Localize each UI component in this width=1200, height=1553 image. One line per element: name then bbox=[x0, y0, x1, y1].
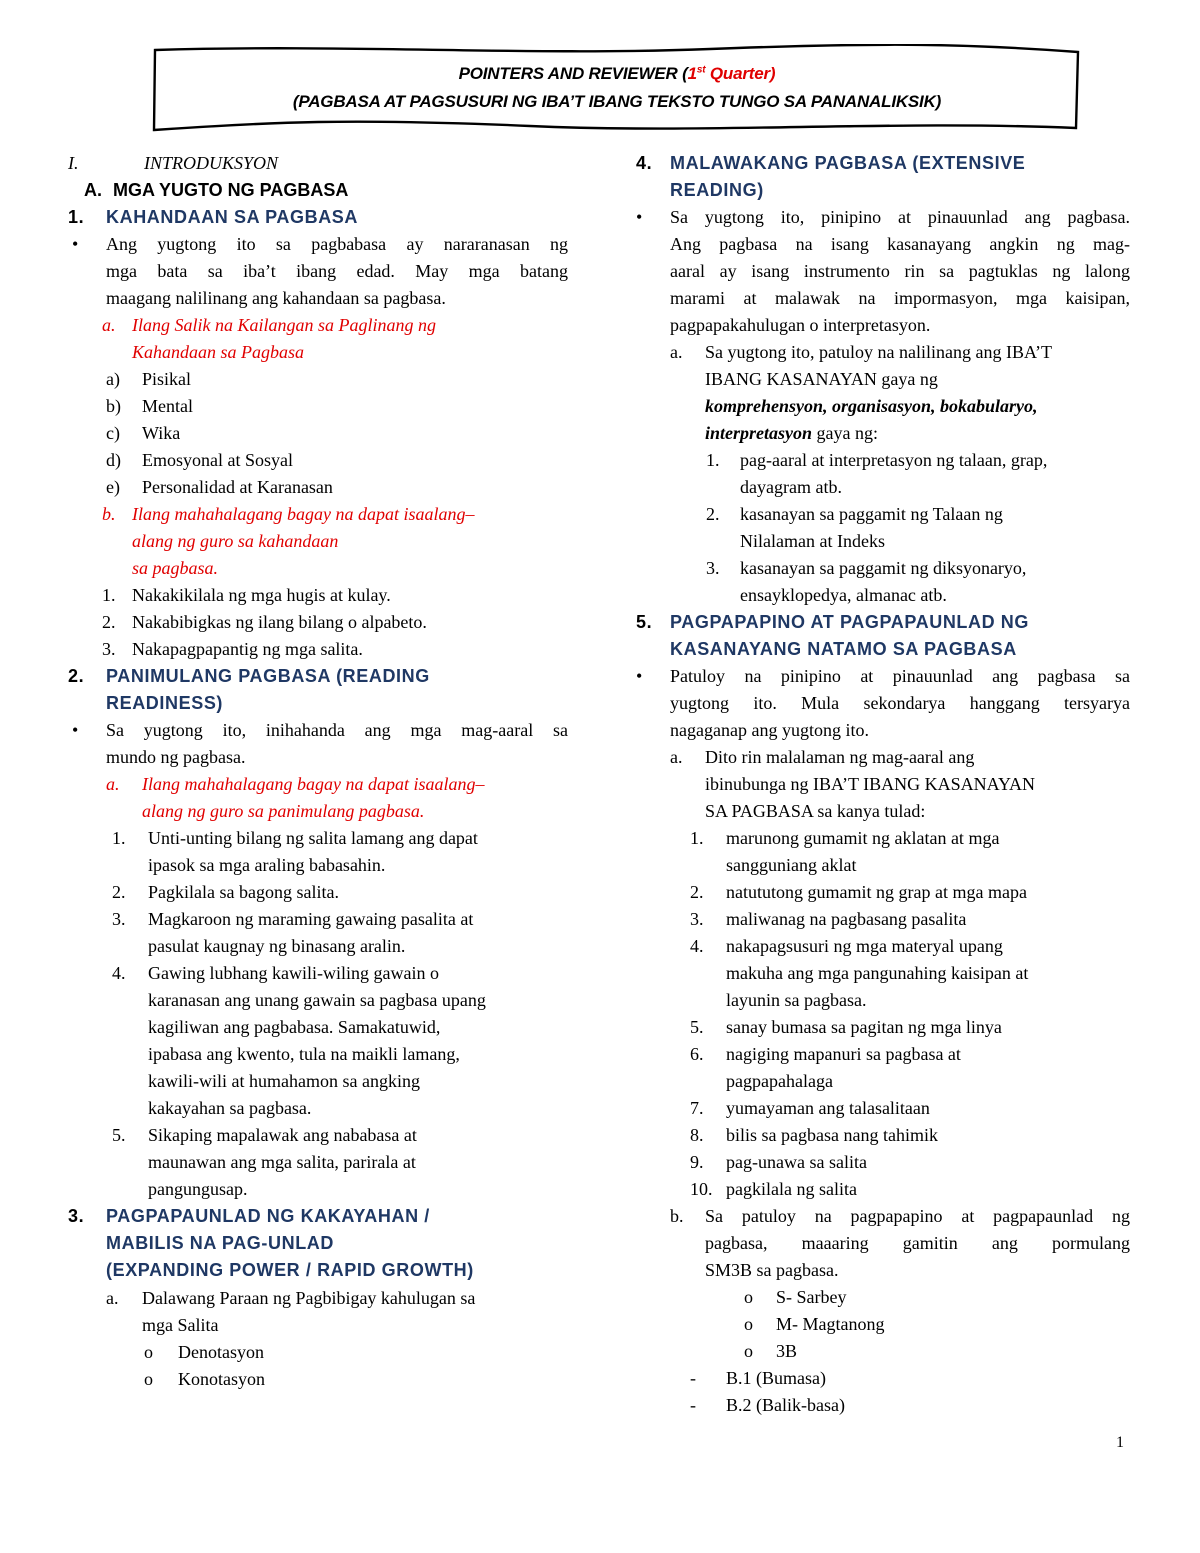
list-marker: b) bbox=[106, 396, 121, 416]
list-marker: o bbox=[144, 1369, 153, 1389]
outcomes-list bbox=[630, 825, 1130, 1203]
list-item-text: Nakabibigkas ng ilang bilang o alpabeto. bbox=[132, 612, 427, 632]
outcome-item-10 bbox=[630, 1176, 1130, 1203]
list-marker: - bbox=[690, 1395, 696, 1415]
list-marker: 6. bbox=[690, 1044, 704, 1064]
list-item-text: pag-unawa sa salita bbox=[726, 1152, 867, 1172]
bullet-icon: • bbox=[72, 720, 79, 740]
factors-list bbox=[68, 366, 568, 501]
list-item-text: nakapagsusuri ng mga materyal upang bbox=[726, 936, 1003, 956]
list-marker: e) bbox=[106, 477, 120, 497]
list-item-text: Pagkilala sa bagong salita. bbox=[148, 882, 339, 902]
teacher-considerations-heading: b. Ilang mahahalagang bagay na dapat isaalang– alang ng guro sa kahandaan sa pagbasa. bbox=[102, 504, 475, 578]
list-item-text: karanasan ang unang gawain sa pagbasa upang bbox=[148, 990, 486, 1010]
list-item-text: kasanayan sa paggamit ng diksyonaryo, bbox=[740, 558, 1027, 578]
bullet-icon: • bbox=[636, 207, 643, 227]
list-item-text: sanay bumasa sa pagitan ng mga linya bbox=[726, 1017, 1002, 1037]
meaning-item-2 bbox=[68, 1366, 568, 1393]
list-item-text: Denotasyon bbox=[178, 1342, 264, 1362]
extensive-skill-item-1 bbox=[630, 447, 1130, 501]
list-item-text: pasulat kaugnay ng binasang aralin. bbox=[148, 936, 406, 956]
outcome-item-8 bbox=[630, 1122, 1130, 1149]
list-item-text: 3B bbox=[776, 1341, 798, 1361]
sm3b-item-2 bbox=[630, 1311, 1130, 1338]
outcome-item-5 bbox=[630, 1014, 1130, 1041]
factor-item-5 bbox=[68, 474, 568, 501]
stage-heading-3: 3. PAGPAPAUNLAD NG KAKAYAHAN / MABILIS NA PAG-UNLAD (EXPANDING POWER / RAPID GROWTH) bbox=[68, 1206, 474, 1280]
readiness-skill-item-3 bbox=[68, 636, 568, 663]
sm3b-item-1 bbox=[630, 1284, 1130, 1311]
outcome-item-4 bbox=[630, 933, 1130, 1014]
list-marker: 7. bbox=[690, 1098, 704, 1118]
list-marker: a) bbox=[106, 369, 120, 389]
meanings-list bbox=[68, 1339, 568, 1393]
document-title: POINTERS AND REVIEWER (1st Quarter) bbox=[458, 64, 776, 83]
outcome-item-3 bbox=[630, 906, 1130, 933]
list-item-text: Nakakikilala ng mga hugis at kulay. bbox=[132, 585, 391, 605]
document-subtitle: (PAGBASA AT PAGSUSURI NG IBA’T IBANG TEKSTO TUNGO SA PANANALIKSIK) bbox=[292, 92, 942, 111]
left-column bbox=[68, 150, 568, 1393]
list-item-text: kasanayan sa paggamit ng Talaan ng bbox=[740, 504, 1003, 524]
list-marker: 5. bbox=[690, 1017, 704, 1037]
list-marker: 2. bbox=[706, 504, 720, 524]
list-marker: 5. bbox=[112, 1125, 126, 1145]
stage-heading-1: 1. KAHANDAAN SA PAGBASA bbox=[68, 207, 359, 227]
list-item-text: maliwanag na pagbasang pasalita bbox=[726, 909, 967, 929]
meaning-ways-item: a. Dalawang Paraan ng Pagbibigay kahulugan sa mga Salita bbox=[106, 1288, 476, 1335]
list-marker: 4. bbox=[112, 963, 126, 983]
list-item-text: B.1 (Bumasa) bbox=[726, 1368, 826, 1388]
beginning-reading-item-4 bbox=[68, 960, 568, 1122]
list-marker: o bbox=[144, 1342, 153, 1362]
beginning-reading-item-2 bbox=[68, 879, 568, 906]
bullet-icon: • bbox=[636, 666, 643, 686]
extensive-skill-item-3 bbox=[630, 555, 1130, 609]
outcome-item-7 bbox=[630, 1095, 1130, 1122]
list-item-text: pagkilala ng salita bbox=[726, 1179, 857, 1199]
readiness-skill-item-2 bbox=[68, 609, 568, 636]
right-column bbox=[630, 150, 1130, 1419]
subsection-heading: A. MGA YUGTO NG PAGBASA bbox=[84, 180, 349, 200]
list-marker: 1. bbox=[706, 450, 720, 470]
outcomes-intro-item: a. Dito rin malalaman ng mag-aaral ang ibinubunga ng IBA’T IBANG KASANAYAN SA PAGBASA sa kanya tulad: bbox=[670, 747, 1036, 821]
list-marker: o bbox=[744, 1341, 753, 1361]
list-item-text: makuha ang mga pangunahing kaisipan at bbox=[726, 963, 1029, 983]
factor-item-3 bbox=[68, 420, 568, 447]
list-marker: 3. bbox=[112, 909, 126, 929]
list-item-text: Wika bbox=[142, 423, 181, 443]
list-item-text: maunawan ang mga salita, parirala at bbox=[148, 1152, 416, 1172]
list-item-text: Emosyonal at Sosyal bbox=[142, 450, 293, 470]
list-item-text: kagiliwan ang pagbabasa. Samakatuwid, bbox=[148, 1017, 441, 1037]
sm3b-list bbox=[630, 1284, 1130, 1365]
list-item-text: Nilalaman at Indeks bbox=[740, 531, 885, 551]
outcome-item-2 bbox=[630, 879, 1130, 906]
list-item-text: S- Sarbey bbox=[776, 1287, 847, 1307]
page-number: 1 bbox=[1116, 1434, 1124, 1451]
list-item-text: kawili-wili at humahamon sa angking bbox=[148, 1071, 420, 1091]
list-item-text: ipabasa ang kwento, tula na maikli lamang, bbox=[148, 1044, 460, 1064]
list-item-text: Pisikal bbox=[142, 369, 192, 389]
list-item-text: pangungusap. bbox=[148, 1179, 248, 1199]
factors-heading: a. Ilang Salik na Kailangan sa Paglinang ng Kahandaan sa Pagbasa bbox=[102, 315, 436, 362]
list-marker: 2. bbox=[102, 612, 116, 632]
skills-intro-item: a. Sa yugtong ito, patuloy na nalilinang ang IBA’T IBANG KASANAYAN gaya ng komprehensyon, organisasyon, bokabularyo, interpretasyon gaya ng: bbox=[670, 342, 1052, 443]
factor-item-4 bbox=[68, 447, 568, 474]
stage-heading-4: 4. MALAWAKANG PAGBASA (EXTENSIVE READING) bbox=[636, 153, 1026, 200]
list-item-text: Personalidad at Karanasan bbox=[142, 477, 333, 497]
factor-item-1 bbox=[68, 366, 568, 393]
list-item-text: Mental bbox=[142, 396, 193, 416]
beginning-reading-item-1 bbox=[68, 825, 568, 879]
list-item-text: Nakapagpapantig ng mga salita. bbox=[132, 639, 363, 659]
list-item-text: pag-aaral at interpretasyon ng talaan, grap, bbox=[740, 450, 1048, 470]
list-marker: 1. bbox=[112, 828, 126, 848]
stage-4-bullet: • Sa yugtong ito, pinipino at pinauunlad ang pagbasa. Ang pagbasa na isang kasanayang angkin ng mag- aaral ay isang instrumento rin sa pagtuklas ng lalong marami at malawak na impormasyon, mga kaisipan, pagpapakahulugan o interpretasyon. bbox=[630, 204, 1130, 339]
list-item-text: kakayahan sa pagbasa. bbox=[148, 1098, 312, 1118]
list-item-text: Magkaroon ng maraming gawaing pasalita at bbox=[148, 909, 474, 929]
stage-heading-2: 2. PANIMULANG PAGBASA (READING READINESS) bbox=[68, 666, 430, 713]
list-item-text: marunong gumamit ng aklatan at mga bbox=[726, 828, 1000, 848]
stage-5-bullet: • Patuloy na pinipino at pinauunlad ang pagbasa sa yugtong ito. Mula sekondarya hanggang tersyarya nagaganap ang yugtong ito. bbox=[630, 663, 1130, 744]
list-marker: d) bbox=[106, 450, 121, 470]
list-item-text: Sikaping mapalawak ang nababasa at bbox=[148, 1125, 417, 1145]
sm3b-item-3 bbox=[630, 1338, 1130, 1365]
list-item-text: layunin sa pagbasa. bbox=[726, 990, 867, 1010]
stage-1-bullet: • Ang yugtong ito sa pagbabasa ay nararanasan ng mga bata sa iba’t ibang edad. May mga batang maagang nalilinang ang kahandaan sa pagbasa. bbox=[68, 231, 568, 312]
list-marker: 10. bbox=[690, 1179, 713, 1199]
list-marker: o bbox=[744, 1287, 753, 1307]
list-marker: c) bbox=[106, 423, 120, 443]
readiness-skills-list bbox=[68, 582, 568, 663]
dash-item-2 bbox=[630, 1392, 1130, 1419]
list-item-text: bilis sa pagbasa nang tahimik bbox=[726, 1125, 938, 1145]
list-item-text: dayagram atb. bbox=[740, 477, 842, 497]
stage-heading-5: 5. PAGPAPAPINO AT PAGPAPAUNLAD NG KASANAYANG NATAMO SA PAGBASA bbox=[636, 612, 1030, 659]
section-heading: I. INTRODUKSYON bbox=[68, 153, 279, 173]
dash-item-1 bbox=[630, 1365, 1130, 1392]
dash-list bbox=[630, 1365, 1130, 1419]
extensive-skill-item-2 bbox=[630, 501, 1130, 555]
outcome-item-9 bbox=[630, 1149, 1130, 1176]
list-item-text: ensayklopedya, almanac atb. bbox=[740, 585, 947, 605]
list-item-text: natututong gumamit ng grap at mga mapa bbox=[726, 882, 1027, 902]
sm3b-intro-item: b. Sa patuloy na pagpapapino at pagpapaunlad ng pagbasa, maaaring gamitin ang pormulang SM3B sa pagbasa. bbox=[670, 1206, 1130, 1280]
readiness-skill-item-1 bbox=[68, 582, 568, 609]
list-item-text: B.2 (Balik-basa) bbox=[726, 1395, 845, 1415]
list-item-text: ipasok sa mga araling babasahin. bbox=[148, 855, 386, 875]
banner-frame bbox=[150, 44, 1084, 136]
outcome-item-6 bbox=[630, 1041, 1130, 1095]
extensive-skills-list bbox=[630, 447, 1130, 609]
title-banner bbox=[150, 44, 1084, 136]
beginning-reading-item-5 bbox=[68, 1122, 568, 1203]
beginning-reading-item-3 bbox=[68, 906, 568, 960]
list-item-text: Unti-unting bilang ng salita lamang ang dapat bbox=[148, 828, 478, 848]
list-marker: 1. bbox=[690, 828, 704, 848]
factor-item-2 bbox=[68, 393, 568, 420]
list-marker: 2. bbox=[112, 882, 126, 902]
list-marker: 4. bbox=[690, 936, 704, 956]
list-marker: 9. bbox=[690, 1152, 704, 1172]
beginning-reading-heading: a. Ilang mahahalagang bagay na dapat isaalang– alang ng guro sa panimulang pagbasa. bbox=[106, 774, 485, 821]
list-item-text: Konotasyon bbox=[178, 1369, 265, 1389]
meaning-item-1 bbox=[68, 1339, 568, 1366]
list-item-text: M- Magtanong bbox=[776, 1314, 885, 1334]
list-marker: - bbox=[690, 1368, 696, 1388]
bullet-icon: • bbox=[72, 234, 79, 254]
outcome-item-1 bbox=[630, 825, 1130, 879]
list-marker: 1. bbox=[102, 585, 116, 605]
beginning-reading-list bbox=[68, 825, 568, 1203]
list-marker: 8. bbox=[690, 1125, 704, 1145]
list-marker: o bbox=[744, 1314, 753, 1334]
list-item-text: nagiging mapanuri sa pagbasa at bbox=[726, 1044, 961, 1064]
list-marker: 3. bbox=[102, 639, 116, 659]
stage-2-bullet: • Sa yugtong ito, inihahanda ang mga mag-aaral sa mundo ng pagbasa. bbox=[68, 717, 568, 771]
list-marker: 3. bbox=[706, 558, 720, 578]
list-item-text: yumayaman ang talasalitaan bbox=[726, 1098, 930, 1118]
list-item-text: Gawing lubhang kawili-wiling gawain o bbox=[148, 963, 439, 983]
list-item-text: sangguniang aklat bbox=[726, 855, 857, 875]
list-marker: 2. bbox=[690, 882, 704, 902]
list-marker: 3. bbox=[690, 909, 704, 929]
list-item-text: pagpapahalaga bbox=[726, 1071, 833, 1091]
